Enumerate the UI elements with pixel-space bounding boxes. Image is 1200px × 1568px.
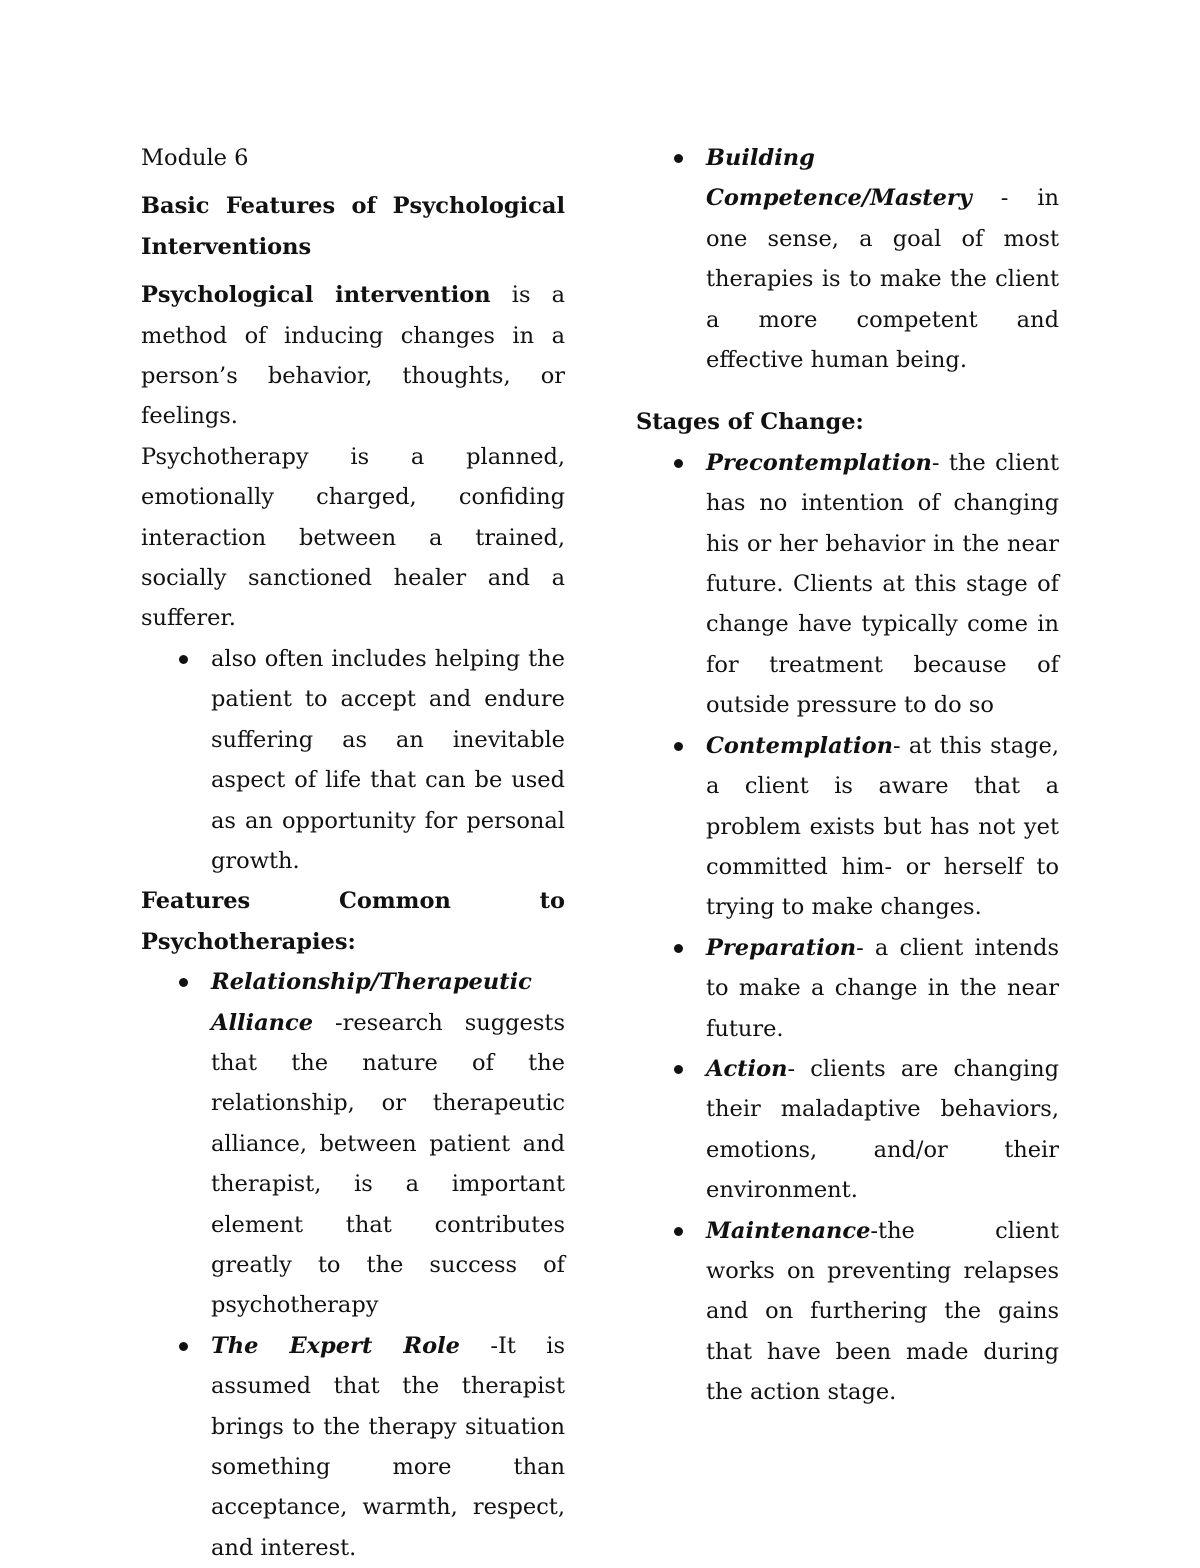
feature-text: -It is assumed that the therapist brings to the therapy situation something more than acceptance, warmth, respect, and interest. <box>211 1332 565 1561</box>
bullet-icon <box>674 1065 683 1074</box>
stages-list <box>636 443 1059 1413</box>
stages-heading: Stages of Change: <box>636 409 864 436</box>
left-column <box>141 138 565 1568</box>
bullet-icon <box>674 1227 683 1236</box>
stage-term: Preparation <box>706 934 857 961</box>
list-item <box>636 928 1059 1049</box>
features-heading-line-1 <box>141 881 565 921</box>
page-title: Basic Features of Psychological Interventions <box>141 193 565 260</box>
list-item <box>141 1326 565 1568</box>
building-list <box>636 138 1059 380</box>
list-item <box>636 1211 1059 1413</box>
stage-term: Contemplation <box>706 732 893 759</box>
module-label: Module 6 <box>141 145 249 171</box>
psychotherapy-bullet-list <box>141 639 565 881</box>
list-item <box>636 443 1059 726</box>
feature-term: Relationship/Therapeutic Alliance <box>211 969 532 1036</box>
list-item <box>141 639 565 881</box>
list-item <box>636 1049 1059 1211</box>
building-term: Building Competence/Mastery <box>706 145 972 212</box>
right-column <box>636 138 1059 1413</box>
psychotherapy-bullet-text: also often includes helping the patient to accept and endure suffering as an inevitable aspect of life that can be used as an opportunity for personal growth. <box>211 645 565 874</box>
bullet-icon <box>674 742 683 751</box>
list-item <box>636 726 1059 928</box>
building-text: - in one sense, a goal of most therapies is to make the client a more competent and effective human being. <box>706 185 1059 374</box>
features-list <box>141 962 565 1568</box>
stage-text: - at this stage, a client is aware that a problem exists but has not yet committed him- or herself to trying to make changes. <box>706 732 1059 921</box>
psychotherapy-definition: Psychotherapy is a planned, emotionally charged, confiding interaction between a trained, socially sanctioned healer and a sufferer. <box>141 443 565 632</box>
features-heading-word-1: Features <box>141 888 251 915</box>
stage-text: - a client intends to make a change in the near future. <box>706 934 1059 1042</box>
bullet-icon <box>179 978 188 987</box>
bullet-icon <box>179 1342 188 1351</box>
features-heading-word-3: to <box>539 888 565 915</box>
list-item <box>636 138 1059 380</box>
stage-text: - clients are changing their maladaptive behaviors, emotions, and/or their environment. <box>706 1055 1059 1204</box>
feature-term: The Expert Role <box>211 1332 460 1359</box>
definition-text: is a method of inducing changes in a person’s behavior, thoughts, or feelings. <box>141 282 565 430</box>
definition-term: Psychological intervention <box>141 282 491 309</box>
stage-text: -the client works on preventing relapses and on furthering the gains that have been made during the action stage. <box>706 1217 1059 1406</box>
list-item <box>141 962 565 1326</box>
bullet-icon <box>674 154 683 163</box>
stage-text: - the client has no intention of changing his or her behavior in the near future. Clients at this stage of change have typically come in for treatment because of outside pressure to do so <box>706 449 1059 719</box>
feature-text: -research suggests that the nature of the relationship, or therapeutic alliance, between patient and therapist, is a important element that contributes greatly to the success of psychotherapy <box>211 1009 565 1319</box>
bullet-icon <box>179 655 188 664</box>
bullet-icon <box>674 459 683 468</box>
features-heading-line-2: Psychotherapies: <box>141 928 356 955</box>
intervention-definition <box>141 275 565 437</box>
features-heading-word-2: Common <box>338 888 451 915</box>
stage-term: Action <box>706 1055 788 1082</box>
bullet-icon <box>674 944 683 953</box>
features-heading <box>141 881 565 962</box>
stage-term: Maintenance <box>706 1217 871 1244</box>
stage-term: Precontemplation <box>706 449 932 476</box>
